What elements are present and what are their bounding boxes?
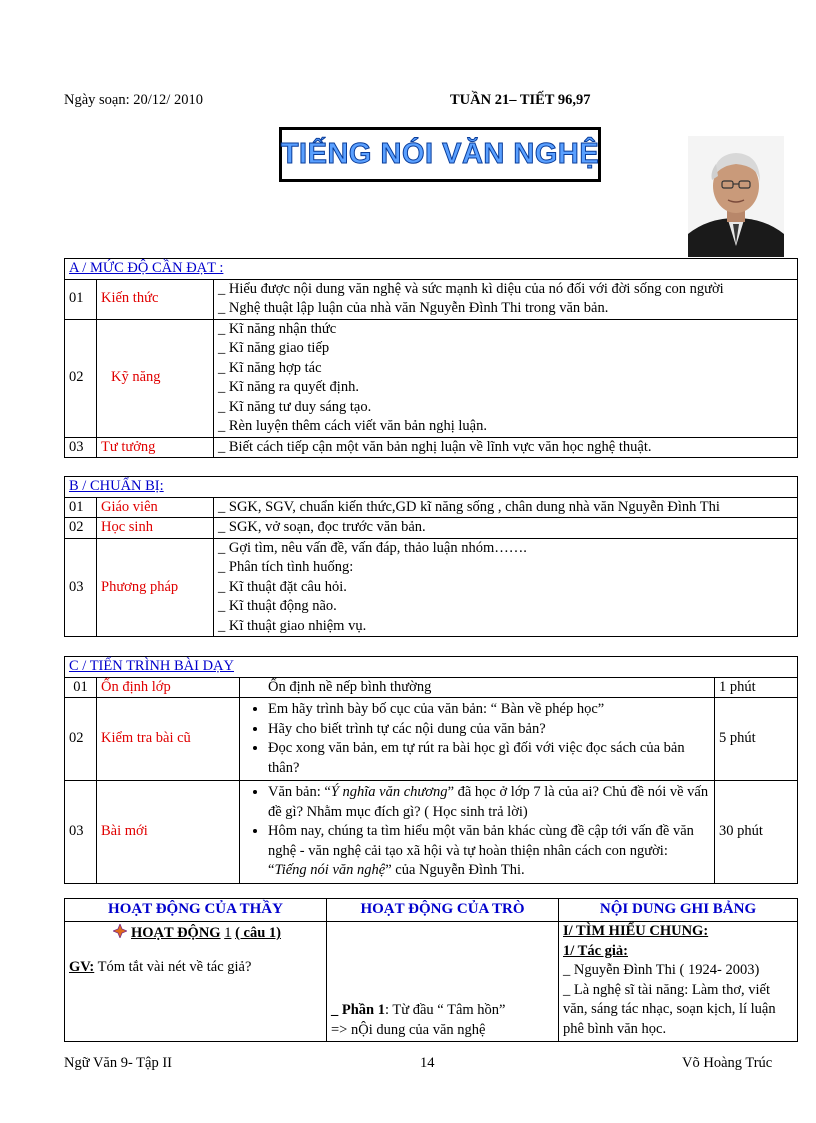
section-b-table <box>64 476 798 637</box>
row-number: 03 <box>65 437 97 458</box>
footer-book: Ngữ Văn 9- Tập II <box>64 1055 172 1071</box>
row-number: 01 <box>65 279 97 319</box>
row-label: Kiểm tra bài cũ <box>97 698 240 781</box>
student-cell <box>327 922 559 1042</box>
student-column-header: HOẠT ĐỘNG CỦA TRÒ <box>327 899 559 922</box>
board-line: _ Nguyễn Đình Thi ( 1924- 2003) <box>563 962 760 978</box>
section-a-table <box>64 258 798 458</box>
row-number: 02 <box>65 518 97 539</box>
row-content <box>240 698 715 781</box>
teacher-cell <box>65 922 327 1042</box>
row-content: _ Hiểu được nội dung văn nghệ và sức mạnh kì diệu của nó đối với đời sống con người _ Nghệ thuật lập luận của nhà văn Nguyễn Đình Thi trong văn bản. <box>214 279 798 319</box>
board-cell <box>559 922 798 1042</box>
section-a-heading: A / MỨC ĐỘ CẦN ĐẠT : <box>69 260 224 276</box>
row-number: 03 <box>65 781 97 884</box>
section-c-table <box>64 656 798 884</box>
row-time: 5 phút <box>715 698 798 781</box>
list-item: • Em hãy trình bày bố cục của văn bản: “ Bàn về phép học” <box>268 700 710 720</box>
row-number: 01 <box>65 497 97 518</box>
page-number: 14 <box>420 1055 435 1071</box>
page-title: TIẾNG NÓI VĂN NGHỆ <box>280 138 600 170</box>
teacher-column-header: HOẠT ĐỘNG CỦA THẦY <box>65 899 327 922</box>
date-prepared: Ngày soạn: 20/12/ 2010 <box>64 92 203 108</box>
row-content: Ổn định nề nếp bình thường <box>240 677 715 698</box>
row-time: 30 phút <box>715 781 798 884</box>
row-label: Giáo viên <box>97 497 214 518</box>
row-content: _ Biết cách tiếp cận một văn bản nghị luận về lĩnh vực văn học nghệ thuật. <box>214 437 798 458</box>
title-box <box>279 127 601 182</box>
row-content: _ Gợi tìm, nêu vấn đề, vấn đáp, thảo luận nhóm……. _ Phân tích tình huống: _ Kĩ thuật đặt câu hỏi. _ Kĩ thuật động não. _ Kĩ thuật giao nhiệm vụ. <box>214 538 798 637</box>
activities-table <box>64 898 798 1042</box>
row-label: Bài mới <box>97 781 240 884</box>
list-item: • Hôm nay, chúng ta tìm hiểu một văn bản khác cùng đề cập tới vấn đề văn nghệ - văn nghệ cải tạo xã hội và tự hoàn thiện nhân cách con người: “Tiếng nói văn nghệ” của Nguyễn Đình Thi. <box>268 822 710 881</box>
row-label: Kỹ năng <box>97 319 214 437</box>
row-number: 01 <box>65 677 97 698</box>
row-content <box>240 781 715 884</box>
row-content: _ SGK, SGV, chuẩn kiến thức,GD kĩ năng sống , chân dung nhà văn Nguyễn Đình Thi <box>214 497 798 518</box>
row-content: _ SGK, vở soạn, đọc trước văn bản. <box>214 518 798 539</box>
star-bullet-icon <box>113 924 127 938</box>
row-label: Phương pháp <box>97 538 214 637</box>
row-label: Ổn định lớp <box>97 677 240 698</box>
row-number: 02 <box>65 698 97 781</box>
teacher-question: GV: Tóm tắt vài nét về tác giả? <box>69 958 252 975</box>
row-label: Kiến thức <box>97 279 214 319</box>
section-c-heading: C / TIẾN TRÌNH BÀI DẠY <box>69 658 235 674</box>
board-line: _ Là nghệ sĩ tài năng: Làm thơ, viết văn, sáng tác nhạc, soạn kịch, lí luận phê bình văn học. <box>563 981 776 1037</box>
week-period: TUẦN 21– TIẾT 96,97 <box>450 92 591 108</box>
list-item: • Đọc xong văn bản, em tự rút ra bài học gì đối với việc đọc sách của bản thân? <box>268 739 710 778</box>
list-item: • Hãy cho biết trình tự các nội dung của văn bản? <box>268 720 710 740</box>
row-content: _ Kĩ năng nhận thức _ Kĩ năng giao tiếp _ Kĩ năng hợp tác _ Kĩ năng ra quyết định. _ Kĩ năng tư duy sáng tạo. _ Rèn luyện thêm cách viết văn bản nghị luận. <box>214 319 798 437</box>
activity-title: HOẠT ĐỘNG 1 ( câu 1) <box>69 924 322 944</box>
row-label: Tư tưởng <box>97 437 214 458</box>
student-part: _ Phần 1: Từ đầu “ Tâm hồn” <box>331 1002 506 1018</box>
board-section: I/ TÌM HIỂU CHUNG: <box>563 923 709 939</box>
list-item: • Văn bản: “Ý nghĩa văn chương” đã học ở lớp 7 là của ai? Chủ đề nói về vấn đề gì? Nhằm mục đích gì? ( Học sinh trả lời) <box>268 783 710 822</box>
footer-author: Võ Hoàng Trúc <box>682 1055 773 1071</box>
board-sub: 1/ Tác giả: <box>563 942 628 959</box>
row-label: Học sinh <box>97 518 214 539</box>
board-column-header: NỘI DUNG GHI BẢNG <box>559 899 798 922</box>
row-number: 03 <box>65 538 97 637</box>
row-time: 1 phút <box>715 677 798 698</box>
author-portrait <box>688 136 784 257</box>
section-b-heading: B / CHUẨN BỊ: <box>69 478 164 494</box>
row-number: 02 <box>65 319 97 437</box>
student-content: => nỘi dung của văn nghệ <box>331 1021 486 1038</box>
